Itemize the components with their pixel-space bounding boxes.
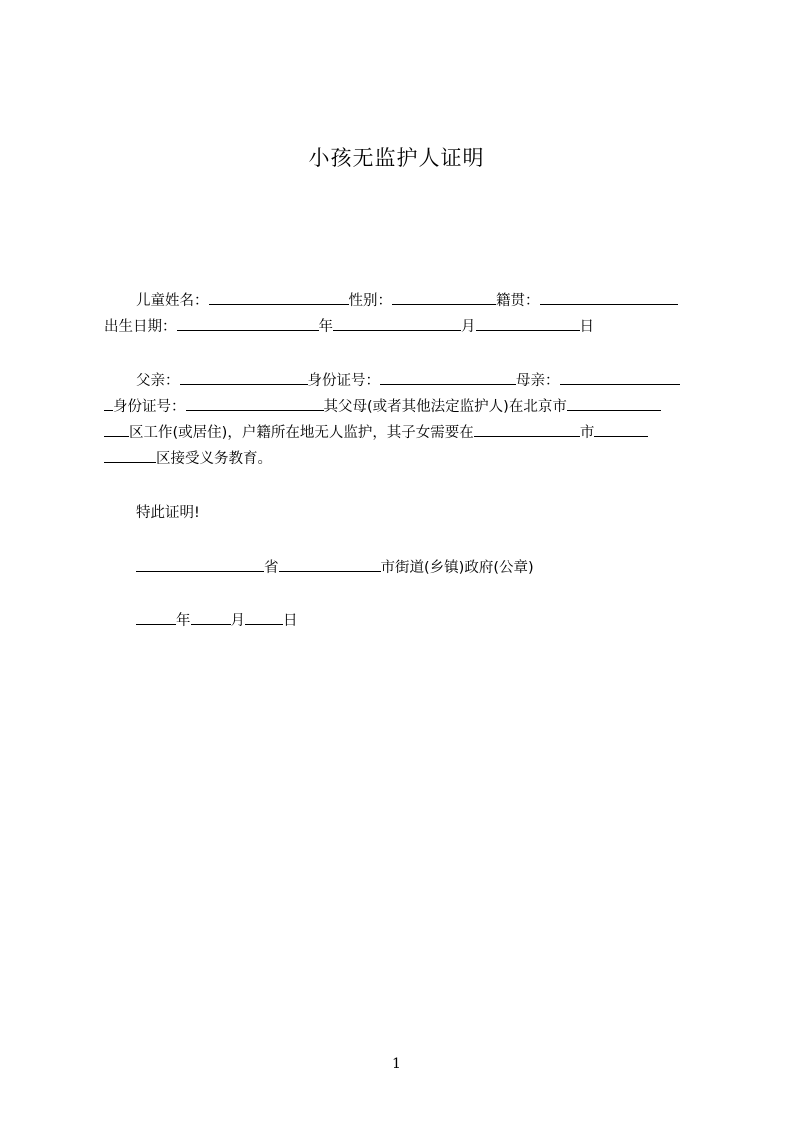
issue-year-unit: 年 [176,613,191,629]
mother-label: 母亲： [516,373,560,389]
child-info-line [104,290,736,311]
birth-date-label: 出生日期： [104,319,177,335]
father-label: 父亲： [136,373,180,389]
government-seal-text: 市街道(乡镇)政府(公章) [380,560,534,576]
child-name-blank[interactable] [209,290,349,305]
residence-line [104,422,704,443]
issue-day-unit: 日 [283,613,298,629]
father-id-label: 身份证号： [307,373,380,389]
page-number: 1 [392,1056,401,1072]
issue-month-blank[interactable] [191,610,231,625]
father-id-blank[interactable] [380,370,516,385]
issue-month-unit: 月 [230,613,245,629]
gender-blank[interactable] [392,290,496,305]
issue-day-blank[interactable] [245,610,283,625]
issue-year-blank[interactable] [136,610,176,625]
parents-line [104,370,736,391]
mother-id-line [104,396,704,417]
certify-text: 特此证明! [136,505,200,521]
birth-month-blank[interactable] [333,316,461,331]
birth-month-unit: 月 [461,319,476,335]
city-blank[interactable] [279,557,381,572]
target-city-unit: 市 [579,425,595,441]
father-blank[interactable] [180,370,308,385]
issue-date-line [104,610,736,631]
native-place-blank[interactable] [540,290,678,305]
signature-line [104,557,736,578]
target-district-blank[interactable] [594,422,648,437]
mother-id-blank[interactable] [186,396,324,411]
mother-blank[interactable] [560,370,680,385]
target-district-continue-blank[interactable] [104,448,156,463]
province-blank[interactable] [136,557,264,572]
mother-continue-blank[interactable] [104,396,113,411]
birth-year-blank[interactable] [177,316,319,331]
child-name-label: 儿童姓名： [136,293,209,309]
guardian-text: 其父母(或者其他法定监护人)在北京市 [323,399,567,415]
birth-year-unit: 年 [318,319,333,335]
province-unit: 省 [264,560,279,576]
birth-date-line [104,316,704,337]
gender-label: 性别： [348,293,392,309]
native-place-label: 籍贯： [496,293,540,309]
birth-day-unit: 日 [579,319,594,335]
education-line [104,448,704,469]
birth-day-blank[interactable] [476,316,580,331]
target-city-blank[interactable] [474,422,580,437]
district-continue-blank[interactable] [104,422,129,437]
residence-text: 区工作(或居住)，户籍所在地无人监护，其子女需要在 [129,425,474,441]
beijing-district-blank[interactable] [567,396,661,411]
document-title: 小孩无监护人证明 [308,146,485,170]
education-text: 区接受义务教育。 [156,451,272,467]
certify-line [104,503,736,523]
mother-id-label: 身份证号： [113,399,186,415]
